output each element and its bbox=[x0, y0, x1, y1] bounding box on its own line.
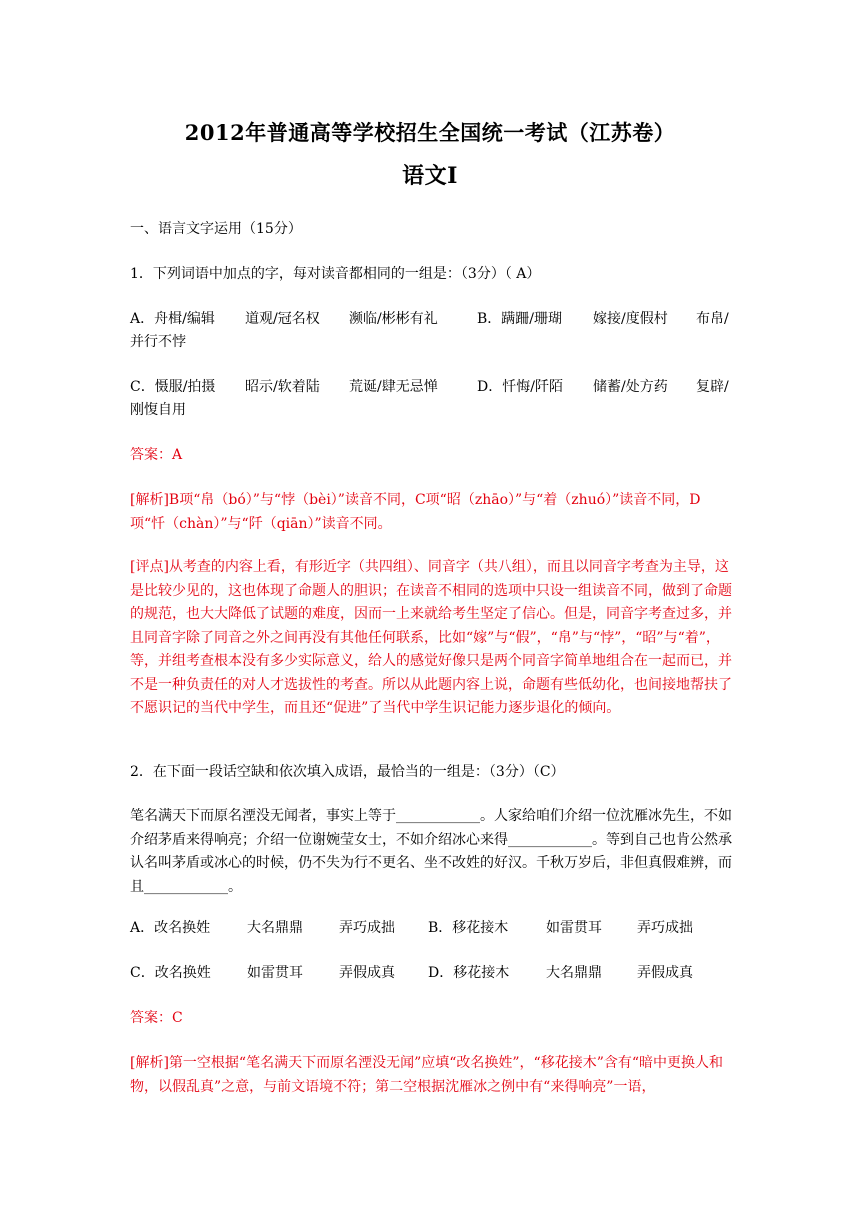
q1-option-a-2: 道观/冠名权 bbox=[245, 311, 320, 327]
q1-option-d-continuation: 刚愎自用 bbox=[130, 402, 186, 418]
question-1-stem: 1．下列词语中加点的字，每对读音都相同的一组是：（3分）（ A） bbox=[130, 266, 541, 282]
q2-option-a-3: 弄巧成拙 bbox=[339, 920, 395, 936]
section-heading: 一、语言文字运用（15分） bbox=[130, 221, 302, 237]
q2-option-d-1: D．移花接木 bbox=[428, 965, 510, 981]
q1-comment: [评点]从考查的内容上看，有形近字（共四组）、同音字（共八组），而且以同音字考查为主导，这是比较少见的，这也体现了命题人的胆识；在读音不相同的选项中只设一组读音不同，做到了命题的规范，也大大降低了试题的难度，因而一上来就给考生坚定了信心。但是，同音字考查过多，并且同音字除了同音之外之间再没有其他任何联系，比如“嫁”与“假”，“帛”与“悖”，“昭”与“着”，等，并组考查根本没有多少实际意义，给人的感觉好像只是两个同音字简单地组合在一起而已，并不是一种负责任的对人才选拔性的考查。所以从此题内容上说，命题有些低幼化，也间接地帮扶了不愿识记的当代中学生，而且还“促进”了当代中学生识记能力逐步退化的倾向。 bbox=[130, 559, 732, 716]
q1-option-a-1: A．舟楫/编辑 bbox=[130, 311, 215, 327]
exam-title: 2012年普通高等学校招生全国统一考试（江苏卷） bbox=[184, 120, 676, 145]
q2-option-a-2: 大名鼎鼎 bbox=[247, 920, 303, 936]
q1-option-c-2: 昭示/软着陆 bbox=[245, 379, 320, 395]
q1-option-c-3: 荒诞/肆无忌惮 bbox=[349, 379, 438, 395]
q2-passage: 笔名满天下而原名湮没无闻者，事实上等于____________。人家给咱们介绍一位沈雁冰先生，不如介绍茅盾来得响亮；介绍一位谢婉莹女士，不如介绍冰心来得____________。等到自己也肯公然承认名叫茅盾或冰心的时候，仍不失为行不更名、坐不改姓的好汉。千秋万岁后，非但真假难辨，而且____________。 bbox=[130, 808, 732, 895]
question-2-stem: 2．在下面一段话空缺和依次填入成语，最恰当的一组是：（3分）（C） bbox=[130, 764, 565, 780]
q2-option-d-3: 弄假成真 bbox=[637, 965, 693, 981]
q1-option-d-3: 复辟/ bbox=[696, 379, 729, 395]
exam-subtitle: 语文Ⅰ bbox=[402, 163, 458, 189]
q2-option-c-3: 弄假成真 bbox=[339, 965, 395, 981]
q1-option-b-continuation: 并行不悖 bbox=[130, 334, 186, 350]
q1-option-b-3: 布帛/ bbox=[696, 311, 729, 327]
q2-option-a-1: A．改名换姓 bbox=[130, 920, 211, 936]
q1-option-b-2: 嫁接/度假村 bbox=[593, 311, 668, 327]
q2-analysis: [解析]第一空根据“笔名满天下而原名湮没无闻”应填“改名换姓”，“移花接木”含有“暗中更换人和物，以假乱真”之意，与前文语境不符；第二空根据沈雁冰之例中有“来得响亮”一语， bbox=[130, 1055, 724, 1095]
q2-option-c-1: C．改名换姓 bbox=[130, 965, 211, 981]
q1-option-c-1: C．慑服/拍摄 bbox=[130, 379, 216, 395]
q2-option-b-2: 如雷贯耳 bbox=[546, 920, 602, 936]
q2-option-d-2: 大名鼎鼎 bbox=[546, 965, 602, 981]
q1-answer: 答案：A bbox=[130, 447, 183, 463]
q1-option-d-2: 储蓄/处方药 bbox=[593, 379, 668, 395]
q1-analysis: [解析]B项“帛（bó）”与“悖（bèi）”读音不同，C项“昭（zhāo）”与“着（zhuó）”读音不同，D项“忏（chàn）”与“阡（qiān）”读音不同。 bbox=[130, 492, 701, 532]
q1-option-a-3: 濒临/彬彬有礼 bbox=[349, 311, 438, 327]
q1-option-d-1: D．忏悔/阡陌 bbox=[477, 379, 563, 395]
q1-option-b-1: B．蹒跚/珊瑚 bbox=[477, 311, 563, 327]
q2-option-c-2: 如雷贯耳 bbox=[247, 965, 303, 981]
q2-option-b-3: 弄巧成拙 bbox=[637, 920, 693, 936]
q2-answer: 答案：C bbox=[130, 1010, 183, 1026]
q2-option-b-1: B．移花接木 bbox=[428, 920, 509, 936]
